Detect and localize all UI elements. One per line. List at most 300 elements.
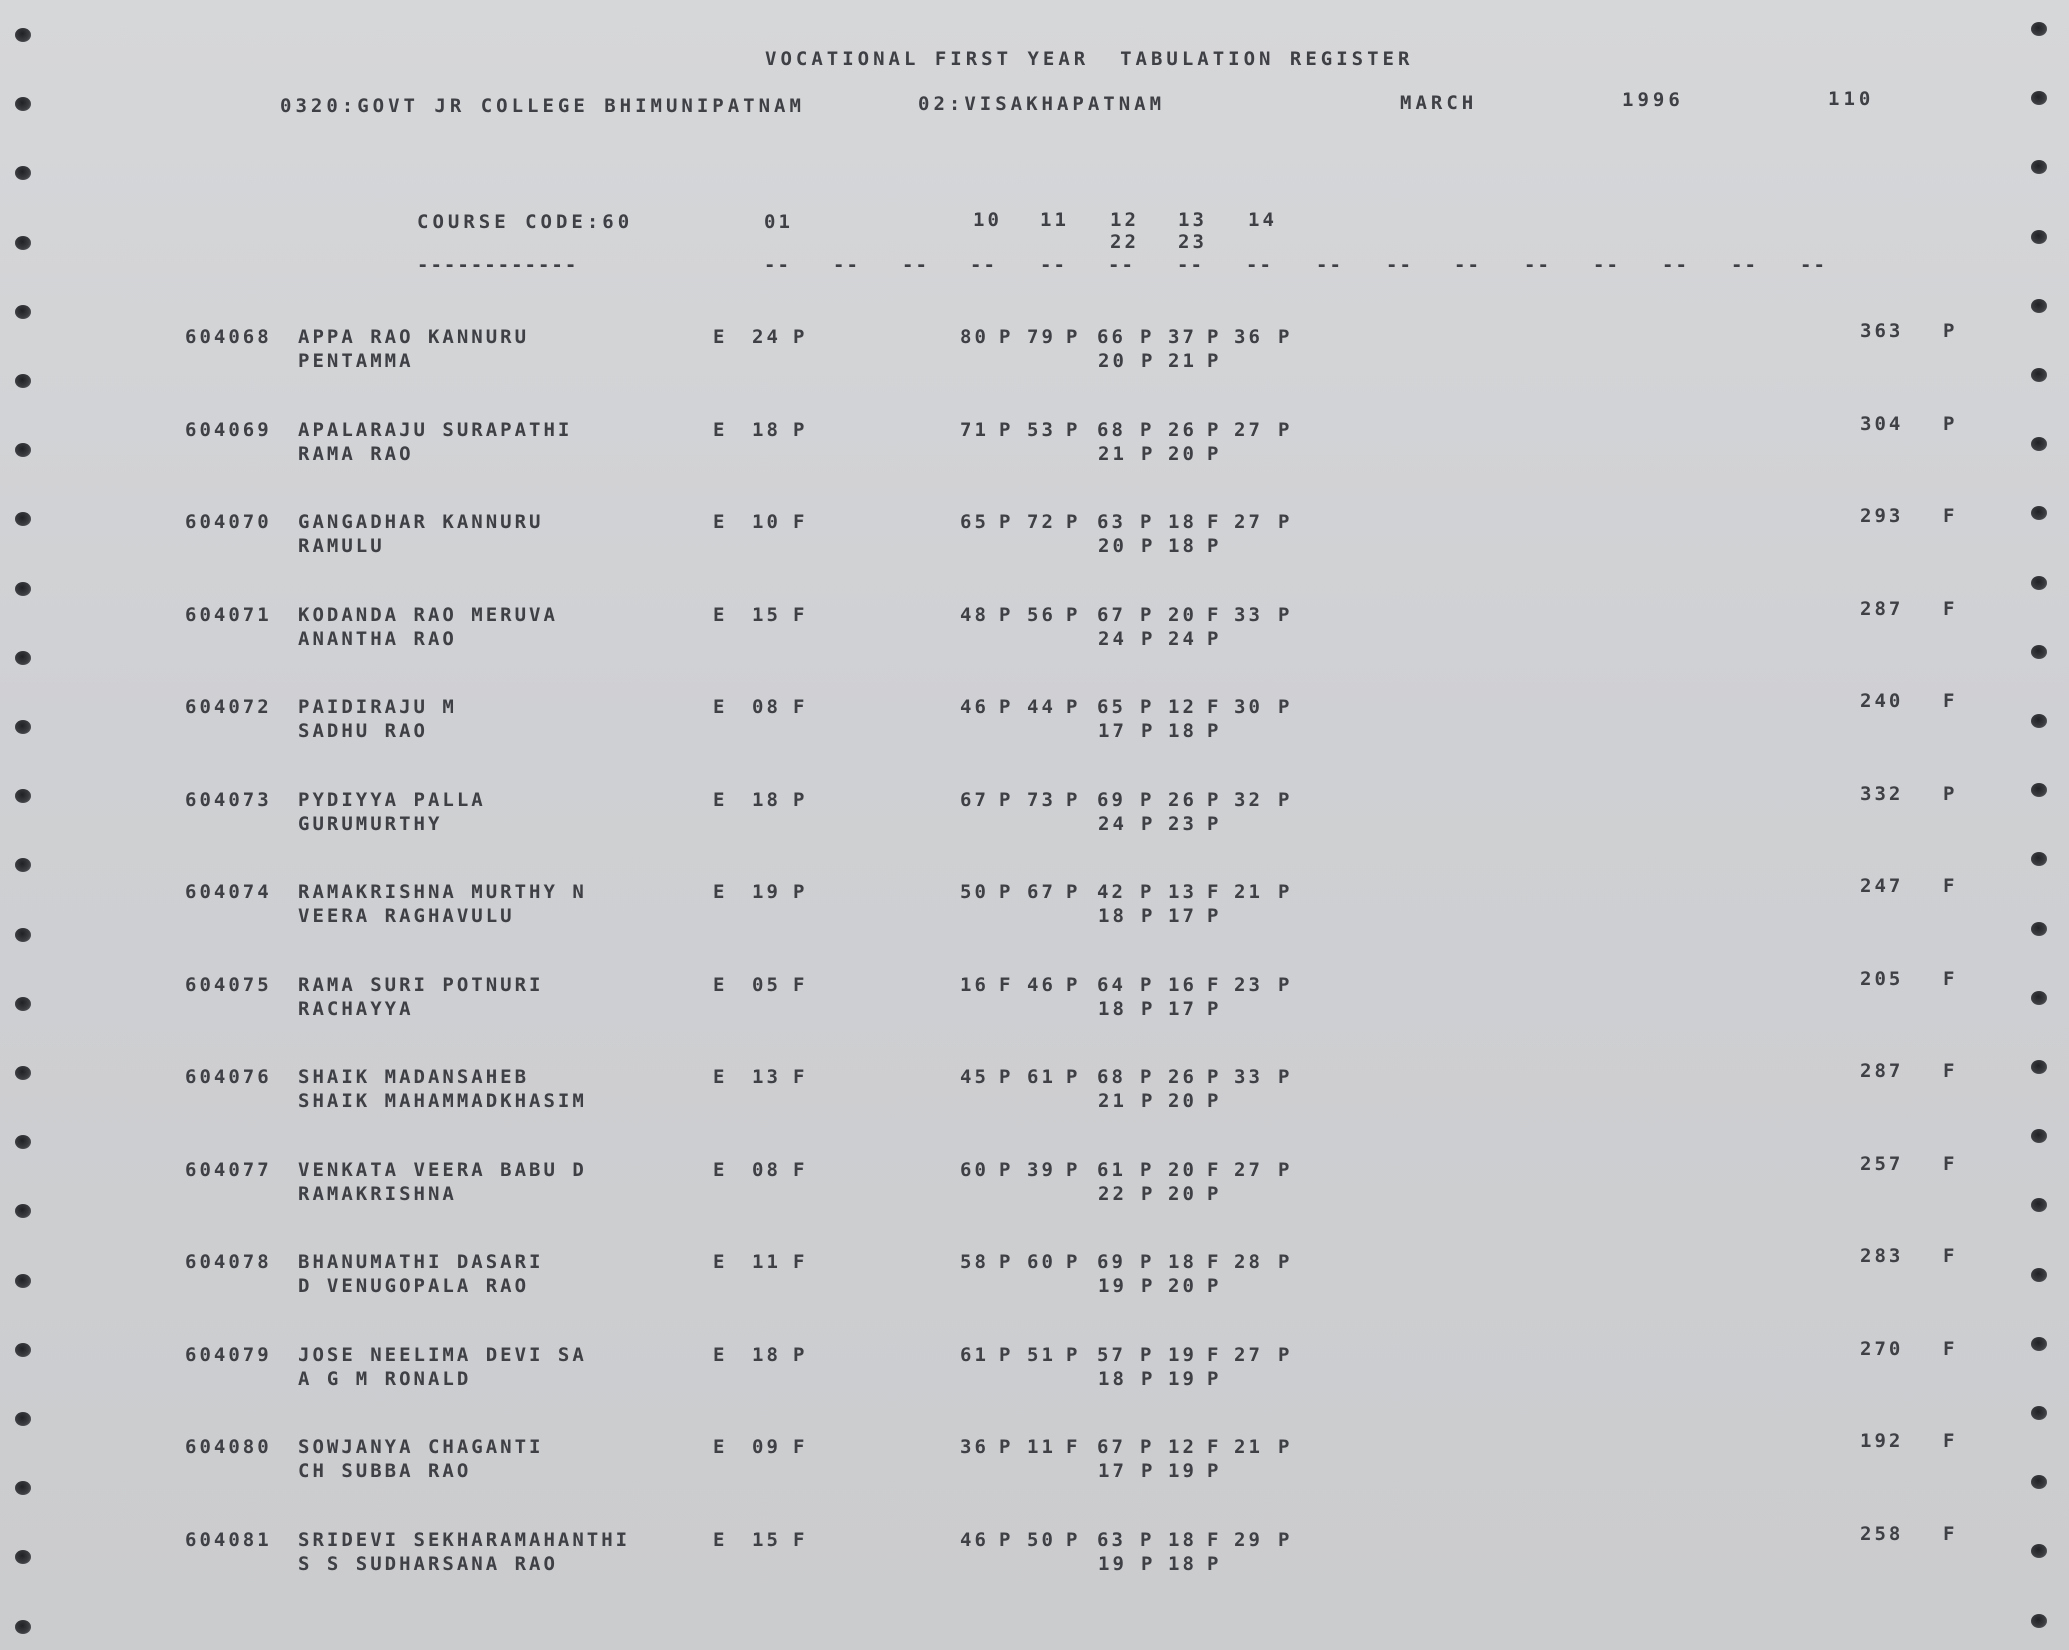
record-s14: 23 bbox=[1234, 973, 1263, 996]
record-r12: P bbox=[1140, 881, 1155, 903]
record-name: SHAIK MADANSAHEB bbox=[298, 1066, 530, 1088]
record-id: 604071 bbox=[185, 603, 272, 626]
record-e-label: E bbox=[713, 418, 728, 441]
record-r12: P bbox=[1140, 603, 1155, 626]
record-s22: 21 bbox=[1098, 1090, 1127, 1112]
record-s14: 32 bbox=[1234, 788, 1263, 811]
record-r10: P bbox=[999, 1066, 1014, 1088]
record-r10: P bbox=[999, 511, 1014, 533]
record-r13: F bbox=[1207, 973, 1222, 996]
record-e-res: P bbox=[793, 418, 808, 441]
feed-hole bbox=[15, 236, 31, 250]
record-total: 293 bbox=[1860, 505, 1904, 527]
record-r12: P bbox=[1140, 1528, 1155, 1551]
record-s14: 29 bbox=[1234, 1528, 1263, 1551]
record-s22: 19 bbox=[1098, 1552, 1127, 1575]
record-r11: P bbox=[1066, 1066, 1081, 1088]
record-r11: P bbox=[1066, 603, 1081, 626]
record-s10: 60 bbox=[960, 1158, 989, 1181]
column-dash: -- bbox=[1731, 254, 1758, 276]
record-result: F bbox=[1943, 505, 1958, 527]
record-s13: 19 bbox=[1168, 1343, 1197, 1366]
record-r13: P bbox=[1207, 418, 1222, 441]
record-r14: P bbox=[1278, 881, 1293, 903]
record-parent: ANANTHA RAO bbox=[298, 627, 457, 650]
record-r10: P bbox=[999, 603, 1014, 626]
feed-hole bbox=[2031, 991, 2047, 1005]
record-e-marks: 11 bbox=[752, 1251, 781, 1273]
record-e-res: F bbox=[793, 603, 808, 626]
record-total: 287 bbox=[1860, 1060, 1904, 1082]
record-result: F bbox=[1943, 597, 1958, 620]
record-r12: P bbox=[1140, 1436, 1155, 1458]
record-s10: 58 bbox=[960, 1251, 989, 1273]
record-s13: 16 bbox=[1168, 973, 1197, 996]
col-header-23: 23 bbox=[1178, 231, 1207, 253]
record-e-marks: 15 bbox=[752, 603, 781, 626]
record-s13: 18 bbox=[1168, 511, 1197, 533]
record-s22: 17 bbox=[1098, 1460, 1127, 1482]
feed-hole bbox=[15, 1550, 31, 1564]
record-s12: 61 bbox=[1097, 1158, 1126, 1181]
record-s14: 27 bbox=[1234, 1343, 1263, 1366]
record-e-res: P bbox=[793, 1343, 808, 1366]
record-e-label: E bbox=[713, 1528, 728, 1551]
record-r10: P bbox=[999, 1251, 1014, 1273]
record-s10: 80 bbox=[960, 326, 989, 348]
record-s22: 20 bbox=[1098, 350, 1127, 372]
page-number: 110 bbox=[1828, 88, 1875, 110]
record-r14: P bbox=[1278, 1528, 1293, 1551]
record-r14: P bbox=[1278, 326, 1293, 348]
record-r10: P bbox=[999, 1343, 1014, 1366]
record-parent: RAMULU bbox=[298, 535, 385, 557]
record-parent: RACHAYYA bbox=[298, 997, 414, 1020]
record-s11: 46 bbox=[1027, 973, 1056, 996]
record-s14: 28 bbox=[1234, 1251, 1263, 1273]
record-e-label: E bbox=[713, 1066, 728, 1088]
record-s23: 17 bbox=[1168, 905, 1197, 927]
record-parent: RAMA RAO bbox=[298, 442, 414, 465]
record-r23: P bbox=[1207, 350, 1222, 372]
feed-hole bbox=[15, 1343, 31, 1357]
record-r23: P bbox=[1207, 535, 1222, 557]
record-r13: F bbox=[1207, 511, 1222, 533]
exam-year: 1996 bbox=[1622, 89, 1684, 111]
feed-hole bbox=[15, 720, 31, 734]
feed-hole bbox=[2031, 506, 2047, 520]
record-r22: P bbox=[1141, 1275, 1156, 1297]
record-result: P bbox=[1943, 782, 1958, 805]
record-s12: 69 bbox=[1097, 1251, 1126, 1273]
record-r10: P bbox=[999, 788, 1014, 811]
record-r13: F bbox=[1207, 696, 1222, 718]
column-dash: -- bbox=[1177, 254, 1204, 276]
feed-hole bbox=[15, 1204, 31, 1218]
record-r11: P bbox=[1066, 511, 1081, 533]
record-s14: 21 bbox=[1234, 881, 1263, 903]
record-r23: P bbox=[1207, 1275, 1222, 1297]
feed-hole bbox=[15, 928, 31, 942]
record-e-marks: 13 bbox=[752, 1066, 781, 1088]
record-e-res: F bbox=[793, 1158, 808, 1181]
feed-hole bbox=[2031, 299, 2047, 313]
record-r12: P bbox=[1140, 1251, 1155, 1273]
record-r10: P bbox=[999, 1528, 1014, 1551]
record-total: 287 bbox=[1860, 597, 1904, 620]
record-parent: CH SUBBA RAO bbox=[298, 1460, 472, 1482]
col-header-14: 14 bbox=[1248, 209, 1277, 231]
record-total: 258 bbox=[1860, 1522, 1904, 1545]
record-s13: 26 bbox=[1168, 788, 1197, 811]
record-id: 604073 bbox=[185, 788, 272, 811]
feed-hole bbox=[15, 1066, 31, 1080]
record-total: 304 bbox=[1860, 412, 1904, 435]
record-r14: P bbox=[1278, 696, 1293, 718]
record-e-res: F bbox=[793, 1066, 808, 1088]
column-dash: -- bbox=[1800, 254, 1827, 276]
record-id: 604072 bbox=[185, 696, 272, 718]
record-s14: 36 bbox=[1234, 326, 1263, 348]
record-r22: P bbox=[1141, 1552, 1156, 1575]
feed-hole bbox=[2031, 1614, 2047, 1628]
record-r11: P bbox=[1066, 788, 1081, 811]
record-s10: 16 bbox=[960, 973, 989, 996]
record-e-label: E bbox=[713, 788, 728, 811]
record-r14: P bbox=[1278, 1066, 1293, 1088]
feed-hole bbox=[15, 305, 31, 319]
record-r11: P bbox=[1066, 418, 1081, 441]
record-result: F bbox=[1943, 690, 1958, 712]
feed-hole bbox=[2031, 437, 2047, 451]
record-total: 363 bbox=[1860, 320, 1904, 342]
column-dash: -- bbox=[902, 254, 929, 276]
col-header-01: 01 bbox=[764, 211, 793, 233]
record-result: F bbox=[1943, 875, 1958, 897]
feed-hole bbox=[2031, 1475, 2047, 1489]
record-r11: P bbox=[1066, 1251, 1081, 1273]
feed-hole bbox=[2031, 922, 2047, 936]
record-result: P bbox=[1943, 412, 1958, 435]
record-s14: 33 bbox=[1234, 1066, 1263, 1088]
record-r23: P bbox=[1207, 1460, 1222, 1482]
record-r23: P bbox=[1207, 812, 1222, 835]
record-e-label: E bbox=[713, 1158, 728, 1181]
record-r14: P bbox=[1278, 603, 1293, 626]
feed-hole bbox=[15, 443, 31, 457]
record-s11: 50 bbox=[1027, 1528, 1056, 1551]
record-r13: F bbox=[1207, 881, 1222, 903]
column-dash: -- bbox=[1593, 254, 1620, 276]
record-result: P bbox=[1943, 320, 1958, 342]
record-e-res: F bbox=[793, 696, 808, 718]
record-s23: 19 bbox=[1168, 1460, 1197, 1482]
record-s11: 73 bbox=[1027, 788, 1056, 811]
record-s11: 51 bbox=[1027, 1343, 1056, 1366]
record-r23: P bbox=[1207, 1367, 1222, 1390]
record-r12: P bbox=[1140, 696, 1155, 718]
record-s12: 65 bbox=[1097, 696, 1126, 718]
record-s22: 18 bbox=[1098, 905, 1127, 927]
record-id: 604070 bbox=[185, 511, 272, 533]
record-r23: P bbox=[1207, 1552, 1222, 1575]
column-dash: -- bbox=[970, 254, 997, 276]
record-s12: 69 bbox=[1097, 788, 1126, 811]
record-r22: P bbox=[1141, 442, 1156, 465]
record-result: F bbox=[1943, 967, 1958, 990]
record-s22: 22 bbox=[1098, 1182, 1127, 1205]
column-dash: -- bbox=[1108, 254, 1135, 276]
record-r22: P bbox=[1141, 627, 1156, 650]
record-name: PYDIYYA PALLA bbox=[298, 788, 486, 811]
record-r14: P bbox=[1278, 973, 1293, 996]
feed-hole bbox=[2031, 714, 2047, 728]
record-id: 604075 bbox=[185, 973, 272, 996]
record-parent: S S SUDHARSANA RAO bbox=[298, 1552, 558, 1575]
record-e-label: E bbox=[713, 973, 728, 996]
record-e-res: P bbox=[793, 788, 808, 811]
feed-hole bbox=[15, 374, 31, 388]
record-r22: P bbox=[1141, 997, 1156, 1020]
record-r10: P bbox=[999, 1158, 1014, 1181]
record-r22: P bbox=[1141, 720, 1156, 742]
feed-hole bbox=[2031, 1129, 2047, 1143]
record-parent: SHAIK MAHAMMADKHASIM bbox=[298, 1090, 587, 1112]
col-header-12: 12 bbox=[1110, 209, 1139, 231]
record-e-label: E bbox=[713, 1343, 728, 1366]
record-s23: 20 bbox=[1168, 1090, 1197, 1112]
record-s13: 12 bbox=[1168, 1436, 1197, 1458]
record-id: 604068 bbox=[185, 326, 272, 348]
district-name: 02:VISAKHAPATNAM bbox=[918, 93, 1166, 115]
record-name: KODANDA RAO MERUVA bbox=[298, 603, 558, 626]
record-r22: P bbox=[1141, 1460, 1156, 1482]
record-s11: 44 bbox=[1027, 696, 1056, 718]
college-name: 0320:GOVT JR COLLEGE BHIMUNIPATNAM bbox=[280, 95, 805, 117]
record-e-label: E bbox=[713, 511, 728, 533]
record-id: 604077 bbox=[185, 1158, 272, 1181]
record-s11: 72 bbox=[1027, 511, 1056, 533]
record-parent: VEERA RAGHAVULU bbox=[298, 905, 515, 927]
record-e-marks: 05 bbox=[752, 973, 781, 996]
feed-hole bbox=[15, 1620, 31, 1634]
record-s11: 56 bbox=[1027, 603, 1056, 626]
record-r14: P bbox=[1278, 788, 1293, 811]
record-r12: P bbox=[1140, 418, 1155, 441]
record-s13: 12 bbox=[1168, 696, 1197, 718]
record-r12: P bbox=[1140, 973, 1155, 996]
record-s23: 20 bbox=[1168, 1182, 1197, 1205]
record-s22: 19 bbox=[1098, 1275, 1127, 1297]
record-total: 192 bbox=[1860, 1430, 1904, 1452]
record-r10: P bbox=[999, 1436, 1014, 1458]
record-s10: 36 bbox=[960, 1436, 989, 1458]
record-s23: 24 bbox=[1168, 627, 1197, 650]
record-r11: F bbox=[1066, 1436, 1081, 1458]
feed-hole bbox=[15, 28, 31, 42]
record-e-marks: 19 bbox=[752, 881, 781, 903]
record-r22: P bbox=[1141, 812, 1156, 835]
record-name: APALARAJU SURAPATHI bbox=[298, 418, 573, 441]
record-name: SRIDEVI SEKHARAMAHANTHI bbox=[298, 1528, 631, 1551]
record-s12: 63 bbox=[1097, 1528, 1126, 1551]
feed-hole bbox=[15, 1481, 31, 1495]
record-s23: 18 bbox=[1168, 720, 1197, 742]
record-parent: A G M RONALD bbox=[298, 1367, 472, 1390]
record-total: 257 bbox=[1860, 1152, 1904, 1175]
feed-hole bbox=[2031, 645, 2047, 659]
record-s13: 13 bbox=[1168, 881, 1197, 903]
record-r10: P bbox=[999, 696, 1014, 718]
record-s11: 53 bbox=[1027, 418, 1056, 441]
record-id: 604069 bbox=[185, 418, 272, 441]
feed-hole bbox=[2031, 1198, 2047, 1212]
record-s14: 27 bbox=[1234, 1158, 1263, 1181]
record-s12: 57 bbox=[1097, 1343, 1126, 1366]
record-s12: 66 bbox=[1097, 326, 1126, 348]
record-total: 332 bbox=[1860, 782, 1904, 805]
record-e-res: F bbox=[793, 973, 808, 996]
feed-hole bbox=[2031, 22, 2047, 36]
record-r12: P bbox=[1140, 511, 1155, 533]
record-s22: 24 bbox=[1098, 812, 1127, 835]
record-id: 604081 bbox=[185, 1528, 272, 1551]
feed-hole bbox=[2031, 1060, 2047, 1074]
record-s14: 30 bbox=[1234, 696, 1263, 718]
record-s23: 17 bbox=[1168, 997, 1197, 1020]
record-s13: 18 bbox=[1168, 1251, 1197, 1273]
record-s13: 26 bbox=[1168, 1066, 1197, 1088]
record-r14: P bbox=[1278, 1251, 1293, 1273]
record-r12: P bbox=[1140, 1158, 1155, 1181]
record-r22: P bbox=[1141, 905, 1156, 927]
record-r11: P bbox=[1066, 1158, 1081, 1181]
record-r12: P bbox=[1140, 326, 1155, 348]
record-s23: 20 bbox=[1168, 442, 1197, 465]
record-e-res: F bbox=[793, 1528, 808, 1551]
record-e-res: F bbox=[793, 1436, 808, 1458]
record-id: 604078 bbox=[185, 1251, 272, 1273]
record-r11: P bbox=[1066, 326, 1081, 348]
record-r11: P bbox=[1066, 1528, 1081, 1551]
feed-hole bbox=[15, 651, 31, 665]
column-dash: -- bbox=[1386, 254, 1413, 276]
feed-hole bbox=[15, 97, 31, 111]
feed-hole bbox=[2031, 1544, 2047, 1558]
record-e-marks: 18 bbox=[752, 418, 781, 441]
record-s23: 19 bbox=[1168, 1367, 1197, 1390]
register-title: VOCATIONAL FIRST YEAR TABULATION REGISTER bbox=[765, 48, 1414, 70]
column-dash: -- bbox=[1040, 254, 1067, 276]
record-r12: P bbox=[1140, 1066, 1155, 1088]
record-e-marks: 10 bbox=[752, 511, 781, 533]
record-s12: 68 bbox=[1097, 418, 1126, 441]
record-parent: RAMAKRISHNA bbox=[298, 1182, 457, 1205]
record-r14: P bbox=[1278, 511, 1293, 533]
record-r11: P bbox=[1066, 1343, 1081, 1366]
feed-hole bbox=[2031, 576, 2047, 590]
record-name: APPA RAO KANNURU bbox=[298, 326, 530, 348]
record-r14: P bbox=[1278, 1343, 1293, 1366]
record-r14: P bbox=[1278, 1158, 1293, 1181]
record-s22: 24 bbox=[1098, 627, 1127, 650]
record-r13: P bbox=[1207, 326, 1222, 348]
feed-hole bbox=[2031, 230, 2047, 244]
feed-hole bbox=[15, 858, 31, 872]
record-e-res: P bbox=[793, 326, 808, 348]
record-e-label: E bbox=[713, 881, 728, 903]
record-s11: 79 bbox=[1027, 326, 1056, 348]
record-name: JOSE NEELIMA DEVI SA bbox=[298, 1343, 587, 1366]
record-s10: 67 bbox=[960, 788, 989, 811]
record-s23: 18 bbox=[1168, 1552, 1197, 1575]
record-s12: 63 bbox=[1097, 511, 1126, 533]
feed-hole bbox=[2031, 368, 2047, 382]
feed-hole bbox=[2031, 852, 2047, 866]
record-r10: P bbox=[999, 418, 1014, 441]
record-r22: P bbox=[1141, 1367, 1156, 1390]
record-s23: 18 bbox=[1168, 535, 1197, 557]
record-total: 240 bbox=[1860, 690, 1904, 712]
column-dash: -- bbox=[764, 254, 791, 276]
column-dash: -- bbox=[833, 254, 860, 276]
feed-hole bbox=[15, 1412, 31, 1426]
record-s10: 50 bbox=[960, 881, 989, 903]
column-dash: -- bbox=[1316, 254, 1343, 276]
feed-hole bbox=[2031, 160, 2047, 174]
col-header-11: 11 bbox=[1040, 209, 1069, 231]
record-s14: 27 bbox=[1234, 418, 1263, 441]
record-s11: 61 bbox=[1027, 1066, 1056, 1088]
record-s14: 27 bbox=[1234, 511, 1263, 533]
record-e-marks: 09 bbox=[752, 1436, 781, 1458]
record-parent: GURUMURTHY bbox=[298, 812, 443, 835]
record-s10: 71 bbox=[960, 418, 989, 441]
column-dash: -- bbox=[1524, 254, 1551, 276]
feed-hole bbox=[15, 789, 31, 803]
record-e-res: P bbox=[793, 881, 808, 903]
record-s22: 21 bbox=[1098, 442, 1127, 465]
record-total: 283 bbox=[1860, 1245, 1904, 1267]
record-s13: 20 bbox=[1168, 603, 1197, 626]
record-name: SOWJANYA CHAGANTI bbox=[298, 1436, 544, 1458]
record-result: F bbox=[1943, 1152, 1958, 1175]
record-s12: 67 bbox=[1097, 1436, 1126, 1458]
feed-hole bbox=[15, 512, 31, 526]
feed-hole bbox=[2031, 783, 2047, 797]
record-id: 604074 bbox=[185, 881, 272, 903]
record-s14: 33 bbox=[1234, 603, 1263, 626]
record-id: 604076 bbox=[185, 1066, 272, 1088]
record-r14: P bbox=[1278, 418, 1293, 441]
record-r11: P bbox=[1066, 696, 1081, 718]
record-r13: F bbox=[1207, 1528, 1222, 1551]
record-r10: P bbox=[999, 326, 1014, 348]
record-r14: P bbox=[1278, 1436, 1293, 1458]
record-e-res: F bbox=[793, 1251, 808, 1273]
record-r22: P bbox=[1141, 1090, 1156, 1112]
record-s12: 68 bbox=[1097, 1066, 1126, 1088]
record-r23: P bbox=[1207, 1090, 1222, 1112]
record-s22: 18 bbox=[1098, 997, 1127, 1020]
record-r23: P bbox=[1207, 442, 1222, 465]
record-r13: F bbox=[1207, 1436, 1222, 1458]
record-total: 247 bbox=[1860, 875, 1904, 897]
record-name: PAIDIRAJU M bbox=[298, 696, 457, 718]
record-r11: P bbox=[1066, 973, 1081, 996]
record-e-marks: 08 bbox=[752, 1158, 781, 1181]
column-dash: -- bbox=[1662, 254, 1689, 276]
